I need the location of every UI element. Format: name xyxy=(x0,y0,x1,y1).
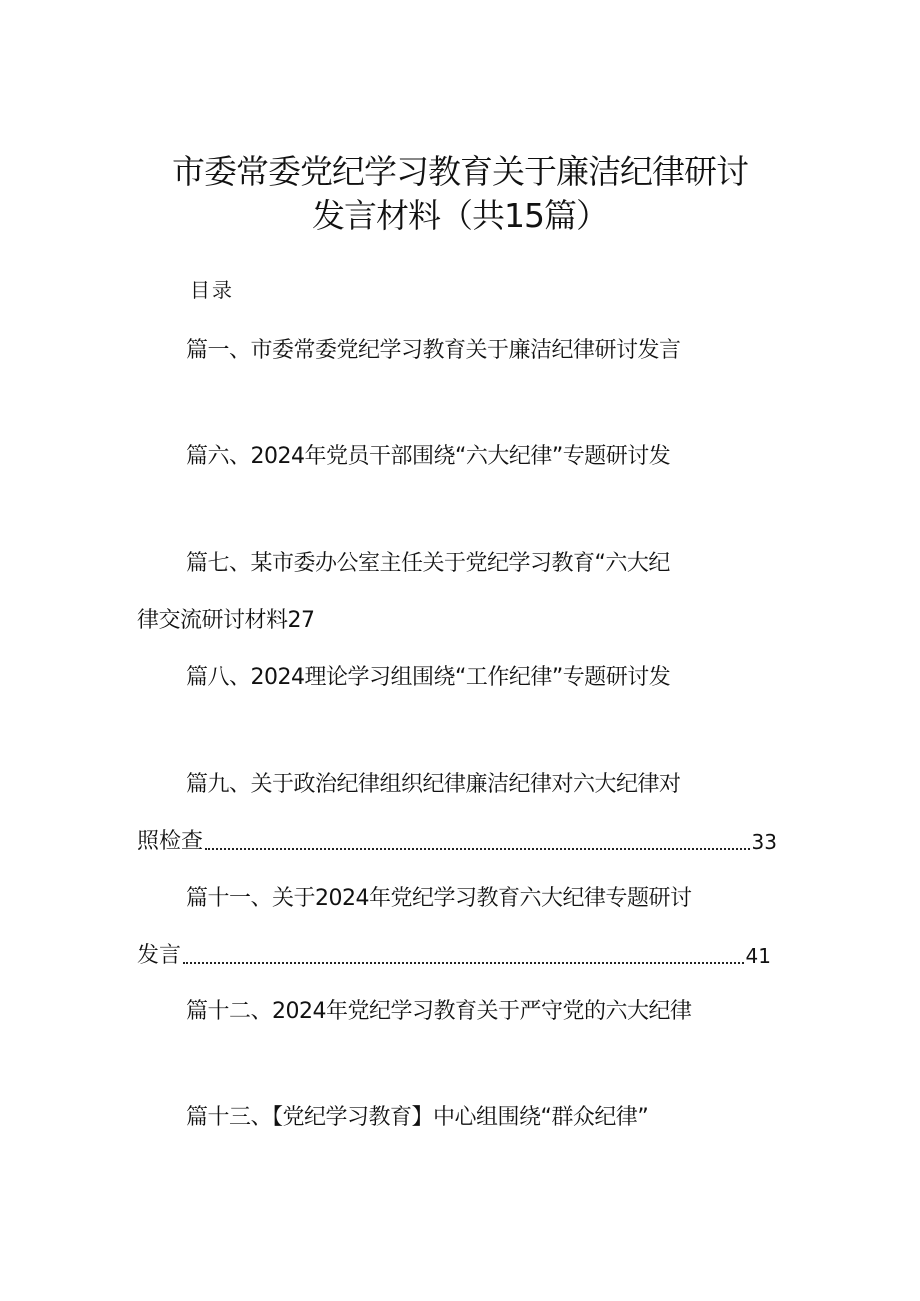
dot-leader xyxy=(183,962,744,964)
document-title-line-2: 发言材料（共15篇） xyxy=(312,196,608,235)
toc-entry-3-continuation[interactable]: 律交流研讨材料27 xyxy=(137,608,315,633)
toc-heading: 目录 xyxy=(190,278,234,302)
toc-entry-2[interactable]: 篇六、2024年党员干部围绕“六大纪律”专题研讨发 xyxy=(186,444,671,469)
toc-entry-7[interactable]: 篇十二、2024年党纪学习教育关于严守党的六大纪律 xyxy=(186,999,692,1024)
toc-entry-4[interactable]: 篇八、2024理论学习组围绕“工作纪律”专题研讨发 xyxy=(186,665,671,690)
toc-entry-5-continuation: 照检查 xyxy=(137,829,204,854)
toc-entry-5[interactable]: 篇九、关于政治纪律组织纪律廉洁纪律对六大纪律对 xyxy=(186,772,681,797)
toc-entry-5-leader-row[interactable] xyxy=(137,828,777,856)
document-title-line-1: 市委常委党纪学习教育关于廉洁纪律研讨 xyxy=(172,152,748,191)
toc-entry-6-page-number: 41 xyxy=(745,944,771,968)
toc-entry-6-leader-row[interactable] xyxy=(137,942,771,970)
toc-entry-5-page-number: 33 xyxy=(751,830,777,854)
dot-leader xyxy=(205,848,750,850)
toc-entry-1[interactable]: 篇一、市委常委党纪学习教育关于廉洁纪律研讨发言 xyxy=(186,338,681,363)
toc-entry-6-continuation: 发言 xyxy=(137,943,182,968)
toc-entry-6[interactable]: 篇十一、关于2024年党纪学习教育六大纪律专题研讨 xyxy=(186,886,692,911)
toc-entry-3[interactable]: 篇七、某市委办公室主任关于党纪学习教育“六大纪 xyxy=(186,551,670,576)
toc-entry-8[interactable]: 篇十三、【党纪学习教育】中心组围绕“群众纪律” xyxy=(186,1105,649,1130)
